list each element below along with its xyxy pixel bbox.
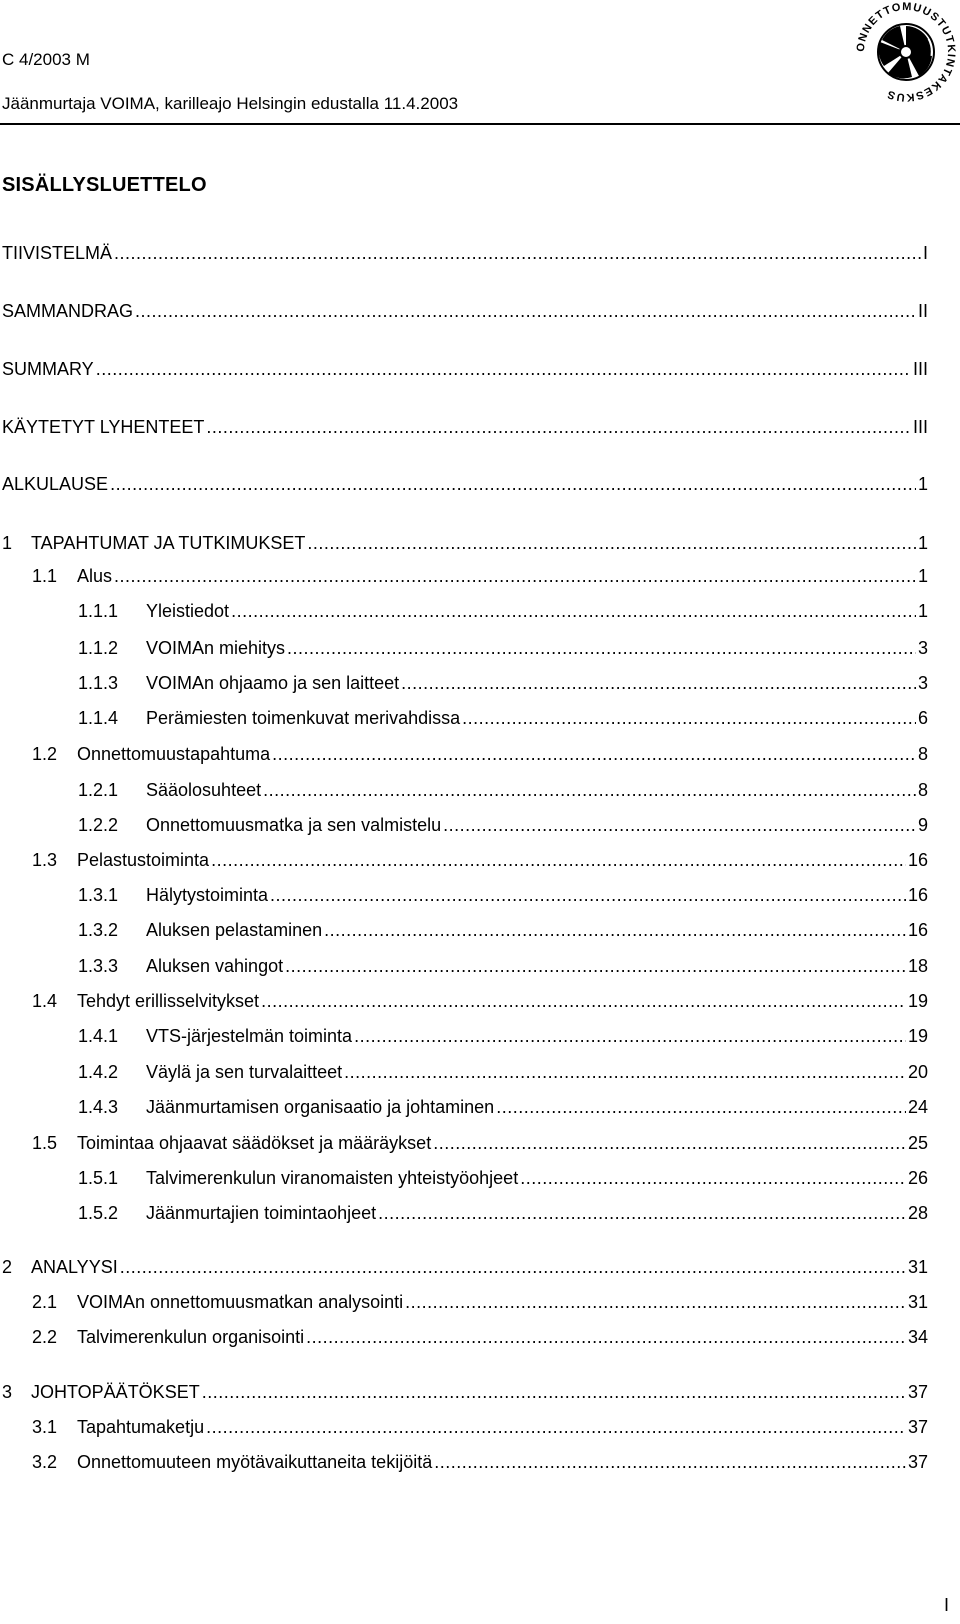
toc-entry[interactable] — [78, 815, 928, 839]
toc-entry-title: Perämiesten toimenkuvat merivahdissa — [146, 708, 461, 728]
toc-entry-page: 8 — [917, 780, 928, 800]
toc-entry-title: Onnettomuustapahtuma — [77, 744, 271, 764]
toc-entry-title: Pelastustoiminta — [77, 850, 210, 870]
toc-entry-number: 3.2 — [32, 1452, 58, 1472]
toc-entry[interactable] — [2, 474, 928, 498]
toc-entry-page: 9 — [917, 815, 928, 835]
toc-entry-title: Tapahtumaketju — [77, 1417, 205, 1437]
toc-entry-page: 34 — [907, 1327, 928, 1347]
toc-entry-page: 19 — [907, 1026, 928, 1046]
toc-entry-title: VOIMAn ohjaamo ja sen laitteet — [146, 673, 400, 693]
toc-entry[interactable] — [32, 566, 928, 590]
toc-entry-number: 1.4.3 — [78, 1097, 119, 1117]
toc-entry[interactable] — [32, 991, 928, 1015]
toc-entry-title: Hälytystoiminta — [146, 885, 269, 905]
toc-entry-page: 16 — [907, 885, 928, 905]
toc-entry-page: 31 — [907, 1257, 928, 1277]
toc-entry-title: VOIMAn miehitys — [146, 638, 286, 658]
toc-entry[interactable] — [78, 1203, 928, 1227]
toc-dot-leader — [263, 780, 916, 801]
toc-entry[interactable] — [78, 1097, 928, 1121]
toc-entry[interactable] — [2, 243, 928, 267]
toc-dot-leader — [211, 850, 906, 871]
toc-entry[interactable] — [2, 1257, 928, 1281]
toc-dot-leader — [135, 301, 916, 322]
toc-entry-title: Jäänmurtamisen organisaatio ja johtaminen — [146, 1097, 495, 1117]
toc-dot-leader — [405, 1292, 906, 1313]
toc-dot-leader — [443, 815, 916, 836]
toc-entry[interactable] — [2, 1382, 928, 1406]
toc-entry-page: 16 — [907, 850, 928, 870]
toc-entry-page: 1 — [917, 533, 928, 553]
toc-dot-leader — [110, 474, 916, 495]
toc-entry[interactable] — [32, 1133, 928, 1157]
toc-entry-title: Onnettomuuteen myötävaikuttaneita tekijöitä — [77, 1452, 433, 1472]
toc-dot-leader — [285, 956, 906, 977]
toc-entry-page: 18 — [907, 956, 928, 976]
toc-dot-leader — [324, 920, 906, 941]
toc-entry[interactable] — [2, 417, 928, 441]
toc-entry-title: Väylä ja sen turvalaitteet — [146, 1062, 343, 1082]
toc-entry[interactable] — [2, 359, 928, 383]
toc-entry[interactable] — [32, 1327, 928, 1351]
toc-entry-number: 1.4.1 — [78, 1026, 119, 1046]
page-number: I — [944, 1595, 950, 1615]
toc-entry[interactable] — [32, 744, 928, 768]
toc-entry-number: 1.1.1 — [78, 601, 119, 621]
toc-entry-title: KÄYTETYT LYHENTEET — [2, 417, 205, 437]
toc-dot-leader — [378, 1203, 906, 1224]
toc-entry-page: 25 — [907, 1133, 928, 1153]
toc-dot-leader — [114, 243, 921, 264]
toc-entry-page: 24 — [907, 1097, 928, 1117]
toc-dot-leader — [401, 673, 916, 694]
toc-dot-leader — [496, 1097, 906, 1118]
toc-entry[interactable] — [78, 780, 928, 804]
toc-entry-page: 31 — [907, 1292, 928, 1312]
toc-entry-number: 1.4.2 — [78, 1062, 119, 1082]
toc-entry[interactable] — [78, 920, 928, 944]
toc-dot-leader — [272, 744, 916, 765]
toc-entry-page: III — [912, 359, 928, 379]
toc-entry-number: 1.5.2 — [78, 1203, 119, 1223]
toc-entry-number: 1.2.1 — [78, 780, 119, 800]
toc-entry-page: 37 — [907, 1417, 928, 1437]
toc-dot-leader — [202, 1382, 906, 1403]
toc-entry-page: 1 — [917, 566, 928, 586]
page-header — [0, 0, 960, 128]
toc-entry-title: VOIMAn onnettomuusmatkan analysointi — [77, 1292, 404, 1312]
toc-entry-page: 1 — [917, 474, 928, 494]
toc-entry-page: 19 — [907, 991, 928, 1011]
toc-entry-number: 1.2 — [32, 744, 58, 764]
toc-entry-number: 1.3.2 — [78, 920, 119, 940]
toc-entry-page: 16 — [907, 920, 928, 940]
toc-dot-leader — [520, 1168, 906, 1189]
toc-dot-leader — [354, 1026, 906, 1047]
toc-entry[interactable] — [78, 673, 928, 697]
toc-entry[interactable] — [32, 850, 928, 874]
toc-entry-title: Onnettomuusmatka ja sen valmistelu — [146, 815, 442, 835]
toc-dot-leader — [307, 533, 916, 554]
toc-entry-title: Aluksen vahingot — [146, 956, 284, 976]
toc-dot-leader — [96, 359, 911, 380]
toc-entry-title: VTS-järjestelmän toiminta — [146, 1026, 353, 1046]
toc-entry-page: 37 — [907, 1452, 928, 1472]
toc-entry-title: Talvimerenkulun organisointi — [77, 1327, 305, 1347]
toc-entry[interactable] — [78, 601, 928, 625]
toc-dot-leader — [206, 417, 911, 438]
toc-dot-leader — [261, 991, 906, 1012]
toc-entry[interactable] — [78, 1168, 928, 1192]
toc-entry-title: Yleistiedot — [146, 601, 230, 621]
toc-entry-number: 2 — [2, 1257, 13, 1277]
toc-entry-page: 3 — [917, 673, 928, 693]
toc-entry-page: 26 — [907, 1168, 928, 1188]
toc-dot-leader — [114, 566, 916, 587]
toc-entry-title: TAPAHTUMAT JA TUTKIMUKSET — [31, 533, 306, 553]
toc-dot-leader — [306, 1327, 906, 1348]
toc-dot-leader — [287, 638, 916, 659]
toc-dot-leader — [206, 1417, 906, 1438]
toc-entry-number: 1.2.2 — [78, 815, 119, 835]
report-title: Jäänmurtaja VOIMA, karilleajo Helsingin edustalla 11.4.2003 — [2, 94, 459, 113]
toc-entry-title: JOHTOPÄÄTÖKSET — [31, 1382, 200, 1402]
toc-entry-title: ALKULAUSE — [2, 474, 109, 494]
toc-entry-number: 3.1 — [32, 1417, 58, 1437]
report-code: C 4/2003 M — [2, 50, 90, 69]
toc-dot-leader — [462, 708, 916, 729]
toc-entry-number: 1.3 — [32, 850, 58, 870]
toc-dot-leader — [270, 885, 906, 906]
toc-entry-title: Toimintaa ohjaavat säädökset ja määräykset — [77, 1133, 432, 1153]
toc-entry-number: 1.1 — [32, 566, 58, 586]
toc-entry-page: I — [922, 243, 928, 263]
toc-entry-number: 1.4 — [32, 991, 58, 1011]
toc-dot-leader — [344, 1062, 906, 1083]
toc-entry-page: III — [912, 417, 928, 437]
toc-entry-title: Jäänmurtajien toimintaohjeet — [146, 1203, 377, 1223]
toc-entry-title: Aluksen pelastaminen — [146, 920, 323, 940]
toc-entry-title: Alus — [77, 566, 113, 586]
toc-entry-number: 3 — [2, 1382, 13, 1402]
toc-entry-page: 6 — [917, 708, 928, 728]
toc-entry[interactable] — [32, 1292, 928, 1316]
toc-entry-number: 1.5.1 — [78, 1168, 119, 1188]
toc-entry-title: ANALYYSI — [31, 1257, 118, 1277]
toc-entry-page: 37 — [907, 1382, 928, 1402]
toc-entry-title: SAMMANDRAG — [2, 301, 134, 321]
toc-entry-title: SUMMARY — [2, 359, 94, 379]
toc-entry[interactable] — [32, 1452, 928, 1476]
toc-dot-leader — [120, 1257, 906, 1278]
toc-entry-number: 1.1.2 — [78, 638, 119, 658]
toc-dot-leader — [231, 601, 916, 622]
toc-entry[interactable] — [78, 956, 928, 980]
toc-entry-number: 1.5 — [32, 1133, 58, 1153]
toc-entry-page: II — [917, 301, 928, 321]
header-rule — [0, 123, 960, 125]
toc-entry-title: Sääolosuhteet — [146, 780, 262, 800]
toc-entry[interactable] — [78, 1026, 928, 1050]
toc-entry-number: 1 — [2, 533, 13, 553]
toc-entry[interactable] — [32, 1417, 928, 1441]
toc-entry-title: Tehdyt erillisselvitykset — [77, 991, 260, 1011]
toc-entry[interactable] — [78, 708, 928, 732]
toc-entry-page: 28 — [907, 1203, 928, 1223]
toc-heading: SISÄLLYSLUETTELO — [2, 174, 207, 196]
toc-entry[interactable] — [78, 638, 928, 662]
accident-investigation-board-logo — [855, 1, 957, 103]
toc-entry-page: 1 — [917, 601, 928, 621]
toc-entry-number: 1.3.3 — [78, 956, 119, 976]
toc-entry[interactable] — [78, 885, 928, 909]
toc-entry-page: 8 — [917, 744, 928, 764]
toc-entry-title: Talvimerenkulun viranomaisten yhteistyöohjeet — [146, 1168, 519, 1188]
toc-entry-page: 3 — [917, 638, 928, 658]
toc-dot-leader — [433, 1133, 906, 1154]
toc-entry[interactable] — [78, 1062, 928, 1086]
logo-circular-text: ONNETTOMUUSTUTKINTAKESKUS — [855, 1, 957, 103]
toc-entry-title: TIIVISTELMÄ — [2, 243, 113, 263]
toc-entry-page: 20 — [907, 1062, 928, 1082]
toc-dot-leader — [434, 1452, 906, 1473]
toc-entry-number: 1.1.4 — [78, 708, 119, 728]
toc-entry[interactable] — [2, 301, 928, 325]
toc-entry-number: 1.1.3 — [78, 673, 119, 693]
toc-entry[interactable] — [2, 533, 928, 557]
toc-entry-number: 2.2 — [32, 1327, 58, 1347]
toc-entry-number: 1.3.1 — [78, 885, 119, 905]
toc-entry-number: 2.1 — [32, 1292, 58, 1312]
